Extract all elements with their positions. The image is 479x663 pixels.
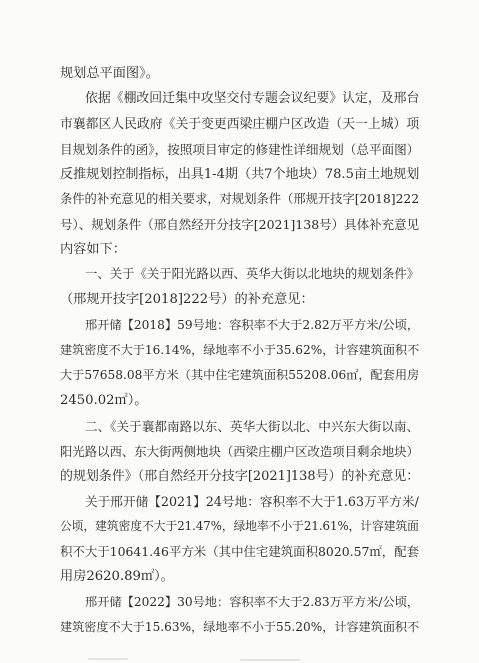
text-line-1: 规划总平面图》。: [60, 66, 159, 81]
text-line-6: 条件的补充意见的相关要求，对规划条件（邢规开技字[2018]222: [60, 192, 420, 206]
text-line-2: 依据《棚改回迁集中攻坚交付专题会议纪要》认定，及邢台: [85, 91, 420, 106]
text-line-14: 2450.02㎡）。: [60, 393, 148, 408]
text-line-11: 邢开储【2018】59号地：容积率不大于2.82万平方米/公顷，: [85, 318, 420, 332]
text-line-9: 一、关于《关于阳光路以西、英华大街以北地块的规划条件》: [85, 267, 420, 281]
text-line-3: 市襄都区人民政府《关于变更西梁庄棚户区改造（天一上城）项: [60, 117, 420, 132]
scan-blemish: [240, 659, 300, 661]
text-line-8: 内容如下：: [60, 242, 126, 257]
text-line-20: 积不大于10641.46平方米（其中住宅建筑面积8020.57㎡，配套: [60, 544, 420, 559]
text-line-22: 邢开储【2022】30号地：容积率不大于2.83万平方米/公顷，: [85, 595, 420, 609]
text-line-21: 用房2620.89㎡）。: [60, 569, 174, 584]
text-line-18: 关于邢开储【2021】24号地：容积率不大于1.63万平方米/: [85, 494, 419, 509]
text-line-23: 建筑密度不大于15.63%，绿地率不小于55.20%，计容建筑面积不: [60, 620, 420, 634]
text-line-19: 公顷，建筑密度不大于21.47%，绿地率不小于21.61%，计容建筑面: [60, 519, 419, 533]
text-line-15: 二、《关于襄都南路以东、英华大街以北、中兴东大街以南、: [85, 419, 420, 434]
text-line-7: 号）、规划条件（邢自然经开分技字[2021]138号）具体补充意见: [60, 217, 420, 232]
scan-blemish: [88, 658, 128, 660]
text-line-16: 阳光路以西、东大街两侧地块（西梁庄棚户区改造项目剩余地块）: [60, 444, 419, 459]
text-line-13: 大于57658.08平方米（其中住宅建筑面积55208.06㎡，配套用房: [60, 368, 420, 382]
text-line-5: 反推规划控制指标，出具1-4期（共7个地块）78.5亩土地规划: [60, 167, 420, 182]
text-line-17: 的规划条件》（邢自然经开分技字[2021]138号）的补充意见：: [60, 469, 420, 484]
text-line-10: （邢规开技字[2018]222号）的补充意见：: [60, 292, 314, 307]
text-line-12: 建筑密度不大于16.14%，绿地率不小于35.62%，计容建筑面积不: [60, 343, 420, 357]
text-line-4: 目规划条件的函》，按照项目审定的修建性详细规划（总平面图）: [60, 142, 420, 157]
